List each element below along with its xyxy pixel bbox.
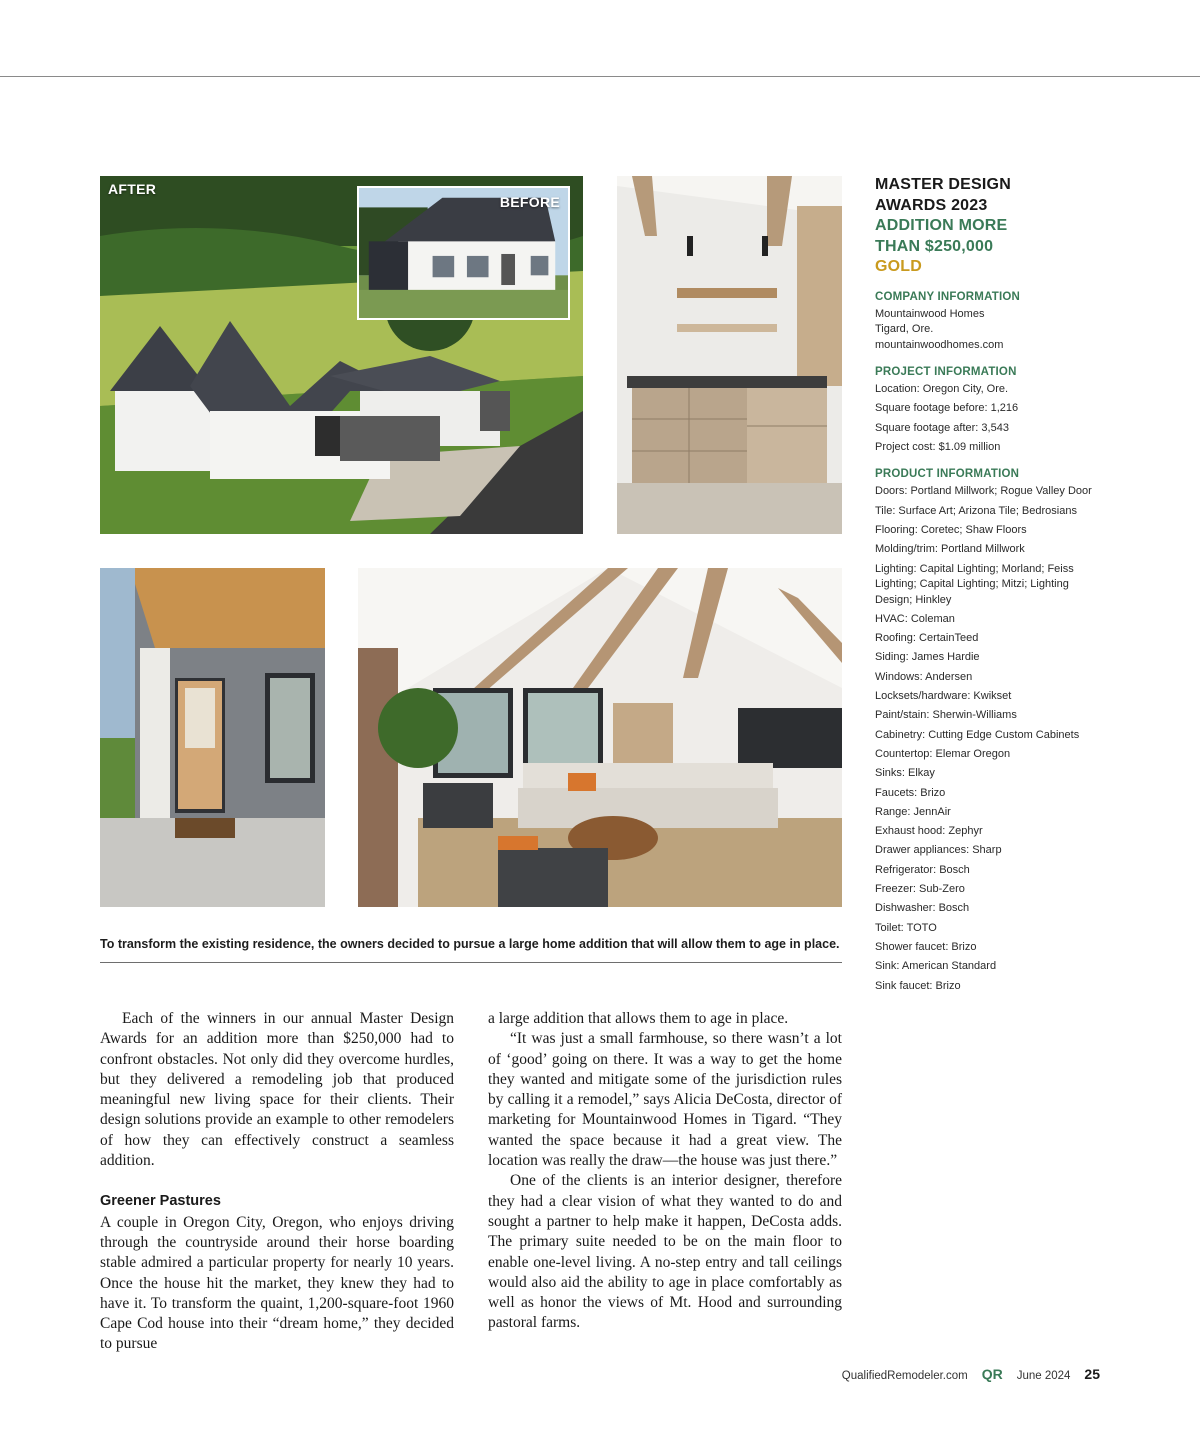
product-info-item: Countertop: Elemar Oregon: [875, 747, 1011, 760]
company-location: Tigard, Ore.: [875, 323, 934, 335]
after-label: AFTER: [108, 181, 157, 197]
footer-logo: QR: [981, 1366, 1003, 1382]
living-room-photo: [358, 568, 842, 907]
article-column-1: [100, 1009, 454, 1355]
product-info-item: Roofing: CertainTeed: [875, 632, 979, 645]
product-info-item: Exhaust hood: Zephyr: [875, 825, 983, 838]
product-info-item: Faucets: Brizo: [875, 786, 946, 799]
product-info-item: Flooring: Coretec; Shaw Floors: [875, 523, 1027, 536]
product-info-item: Paint/stain: Sherwin-Williams: [875, 709, 1017, 722]
top-rule: [0, 76, 1200, 77]
article-subhead: Greener Pastures: [100, 1193, 221, 1210]
product-info-item: Siding: James Hardie: [875, 651, 980, 664]
product-info-heading: PRODUCT INFORMATION: [875, 468, 1020, 481]
award-level: GOLD: [875, 258, 923, 275]
kitchen-bar-photo: [617, 176, 842, 534]
article-paragraph: A couple in Oregon City, Oregon, who enjoys driving through the countryside around their horse boarding stable admired a particular property for nearly 10 years. Once the house hit the market, they knew they had to have it. To transform the quaint, 1,200-square-foot 1960 Cape Cod house into their “dream home,” they decided to pursue: [100, 1213, 454, 1353]
page-footer: [842, 1366, 1100, 1382]
product-list: [875, 484, 1100, 994]
product-info-item: Freezer: Sub-Zero: [875, 883, 965, 896]
article-paragraph: Each of the winners in our annual Master Design Awards for an addition more than $250,000 had to confront obstacles. Not only did they overcome hurdles, but they delivered a remodeling job that produced meaningful new living space for their clients. Their design solutions provide an example to other remodelers of how they can effectively construct a seamless addition.: [100, 1010, 454, 1170]
product-info-item: Locksets/hardware: Kwikset: [875, 690, 1012, 703]
footer-issue: June 2024: [1016, 1370, 1071, 1382]
entry-door-photo: [100, 568, 325, 907]
product-info-item: HVAC: Coleman: [875, 612, 955, 625]
award-category-line-2: THAN $250,000: [875, 237, 994, 255]
product-info-item: Toilet: TOTO: [875, 921, 937, 934]
product-info-item: Sink: American Standard: [875, 960, 997, 973]
product-info-item: Shower faucet: Brizo: [875, 940, 977, 953]
project-info-heading: PROJECT INFORMATION: [875, 366, 1017, 378]
company-info-heading: COMPANY INFORMATION: [875, 290, 1020, 303]
project-sqft-after: Square footage after: 3,543: [875, 421, 1009, 434]
project-cost: Project cost: $1.09 million: [875, 440, 1001, 453]
product-info-item: Range: JennAir: [875, 805, 951, 818]
product-info-item: Doors: Portland Millwork; Rogue Valley Door: [875, 485, 1092, 498]
page-number: 25: [1084, 1366, 1100, 1382]
product-info-item: Molding/trim: Portland Millwork: [875, 543, 1025, 556]
project-sqft-before: Square footage before: 1,216: [875, 402, 1019, 415]
before-label: BEFORE: [499, 194, 560, 210]
award-category-line-1: ADDITION MORE: [875, 217, 1008, 234]
product-info-item: Windows: Andersen: [875, 670, 973, 683]
product-info-item: Refrigerator: Bosch: [875, 863, 970, 876]
footer-site: QualifiedRemodeler.com: [841, 1370, 968, 1382]
award-title-line-2: AWARDS 2023: [875, 196, 988, 214]
article-column-2: [488, 1009, 842, 1334]
product-info-item: Lighting: Capital Lighting; Morland; Feiss Lighting; Capital Lighting; Mitzi; Lighting Design; Hinkley: [875, 562, 1074, 606]
product-info-item: Sink faucet: Brizo: [875, 979, 961, 992]
product-info-item: Cabinetry: Cutting Edge Custom Cabinets: [875, 728, 1080, 741]
photo-caption: To transform the existing residence, the owners decided to pursue a large home addition that will allow them to age in place.: [100, 937, 840, 951]
product-info-item: Sinks: Elkay: [875, 767, 935, 780]
award-title-line-1: MASTER DESIGN: [875, 176, 1011, 193]
project-location: Location: Oregon City, Ore.: [875, 383, 1009, 395]
company-website: mountainwoodhomes.com: [875, 338, 1004, 351]
article-paragraph: “It was just a small farmhouse, so there wasn’t a lot of ‘good’ going on there. It was a way to get the home they wanted and mitigate some of the jurisdiction rules by calling it a remodel,” says Alicia DeCosta, director of marketing for Mountainwood Homes in Tigard. “They wanted the space because it had a great view. The location was really the draw—the house was just there.”: [488, 1030, 842, 1170]
before-inset-photo: [357, 186, 570, 320]
product-info-item: Drawer appliances: Sharp: [875, 844, 1002, 857]
product-info-item: Tile: Surface Art; Arizona Tile; Bedrosians: [875, 504, 1077, 517]
caption-rule: [100, 962, 842, 963]
article-paragraph: One of the clients is an interior designer, therefore they had a clear vision of what they wanted to do and sought a partner to help make it happen, DeCosta adds. The primary suite needed to be on the main floor to enable one-level living. A no-step entry and tall ceilings would also aid the ability to age in place comfortably as well as honor the views of Mt. Hood and surrounding pastoral farms.: [488, 1172, 842, 1332]
article-paragraph: a large addition that allows them to age in place.: [488, 1010, 789, 1027]
company-name: Mountainwood Homes: [875, 307, 985, 320]
award-sidebar: [875, 175, 1100, 998]
product-info-item: Dishwasher: Bosch: [875, 902, 970, 915]
